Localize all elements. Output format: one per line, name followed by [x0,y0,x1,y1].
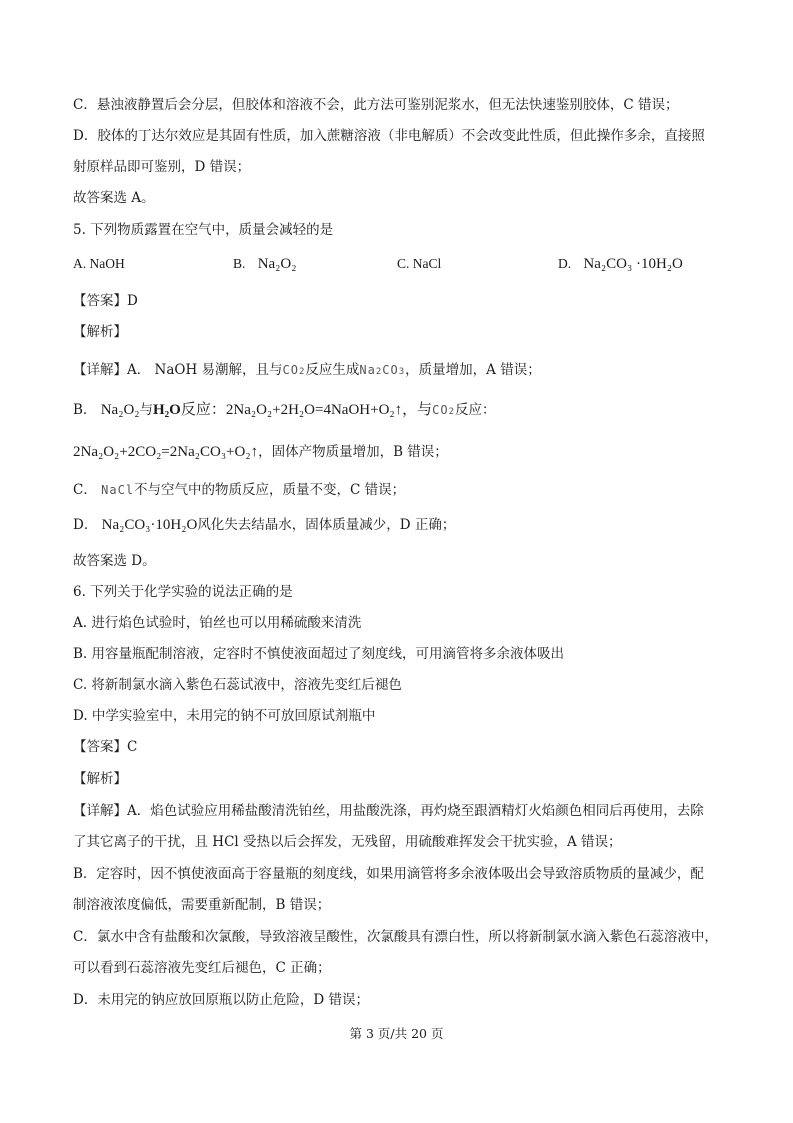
question-6-option-a: A. 进行焰色试验时，铂丝也可以用稀硫酸来清洗 [73,615,362,631]
question-6-detail-line-1: 【详解】A．焰色试验应用稀盐酸清洗铂丝，用盐酸洗涤，再灼烧至跟酒精灯火焰颜色相同后再使用，去除 [73,803,704,819]
question-5-detail-b: B． Na₂O₂与H₂O反应：2Na₂O₂+2H₂O=4NaOH+O₂↑，与CO2反应： [73,402,496,418]
question-5-options [73,256,753,276]
question-6-detail-line-4: 制溶液浓度偏低，需要重新配制，B 错误； [73,897,331,913]
paragraph-option-d-explanation: D．胶体的丁达尔效应是其固有性质，加入蔗糖溶液（非电解质）不会改变此性质，但此操作多余，直接照 [73,128,705,144]
page-footer: 第 3 页/共 20 页 [349,1026,444,1041]
question-6-detail-line-3: B．定容时，因不慎使液面高于容量瓶的刻度线，如果用滴管将多余液体吸出会导致溶质物质的量减少，配 [73,866,704,882]
question-5-answer: 【答案】D [73,293,138,309]
question-6-option-b: B. 用容量瓶配制溶液，定容时不慎使液面超过了刻度线，可用滴管将多余液体吸出 [73,646,565,662]
option-c: C. NaCl [397,256,442,271]
question-6-detail-line-5: C．氯水中含有盐酸和次氯酸，导致溶液呈酸性，次氯酸具有漂白性，所以将新制氯水滴入紫色石蕊溶液中， [73,929,718,945]
question-5-detail-b-equation: 2Na₂O₂+2CO₂=2Na₂CO₃+O₂↑，固体产物质量增加，B 错误； [73,444,448,460]
question-5-detail-d: D． Na₂CO₃·10H₂O风化失去结晶水，固体质量减少，D 正确； [73,517,456,533]
question-5-stem: 5. 下列物质露置在空气中，质量会减轻的是 [73,222,334,238]
option-a: A. NaOH [73,256,125,271]
question-5-detail-a: 【详解】A． NaOH 易潮解，且与CO2反应生成Na2CO3，质量增加，A 错误； [73,362,541,378]
answer-conclusion-q4: 故答案选 A。 [73,190,155,206]
question-6-option-d: D. 中学实验室中，未用完的钠不可放回原试剂瓶中 [73,708,376,724]
paragraph-option-d-continued: 射原样品即可鉴别，D 错误； [73,159,251,175]
option-b: B. Na₂O₂ [233,256,297,272]
option-d: D. Na₂CO₃ ·10H₂O [558,256,683,272]
question-6-option-c: C. 将新制氯水滴入紫色石蕊试液中，溶液先变红后褪色 [73,677,402,693]
question-6-detail-line-2: 了其它离子的干扰，且 HCl 受热以后会挥发，无残留，用硫酸难挥发会干扰实验，A 错误； [73,834,622,850]
paragraph-option-c-explanation: C．悬浊液静置后会分层，但胶体和溶液不会，此方法可鉴别泥浆水，但无法快速鉴别胶体，C 错误； [73,97,679,113]
question-6-stem: 6. 下列关于化学实验的说法正确的是 [73,584,293,600]
question-6-analysis-heading: 【解析】 [73,771,127,787]
answer-conclusion-q5: 故答案选 D。 [73,553,156,569]
question-5-analysis-heading: 【解析】 [73,324,127,340]
question-6-answer: 【答案】C [73,739,138,755]
question-5-detail-c: C． NaCl不与空气中的物质反应，质量不变，C 错误； [73,482,406,498]
question-6-detail-line-7: D．未用完的钠应放回原瓶以防止危险，D 错误； [73,992,369,1008]
question-6-detail-line-6: 可以看到石蕊溶液先变红后褪色，C 正确； [73,960,331,976]
